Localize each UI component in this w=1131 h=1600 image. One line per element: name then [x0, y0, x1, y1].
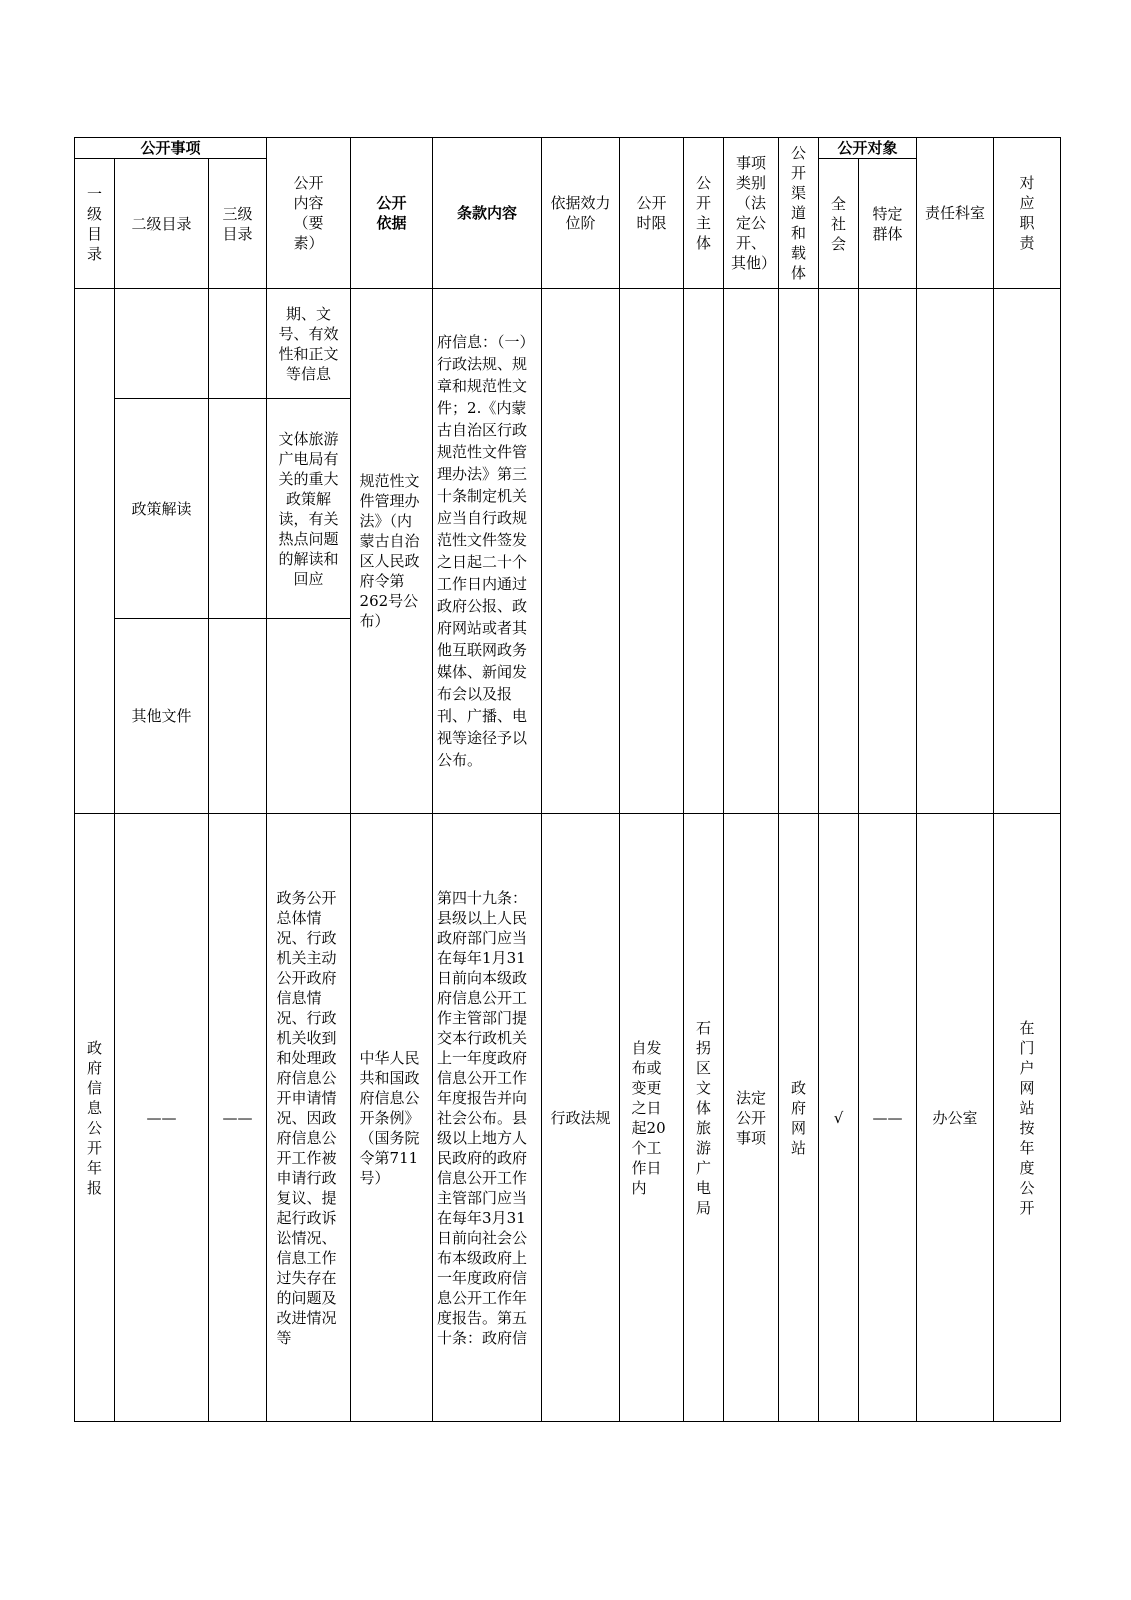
level3-cell: [209, 289, 267, 399]
content-cell: 文体旅游广电局有关的重大政策解读，有关热点问题的解读和回应: [267, 399, 351, 619]
channel-cell: [779, 289, 819, 814]
level2-cell-policy-interpretation: 政策解读: [115, 399, 209, 619]
level2-cell-other-documents: 其他文件: [115, 619, 209, 814]
clause-cell: 第四十九条：县级以上人民政府部门应当在每年1月31日前向本级政府信息公开工作主管部门提交本行政机关上一年度政府信息公开工作年度报告并向社会公布。县级以上地方人民政府的政府信息公开工作主管部门应当在每年3月31日前向社会公布本级政府上一年度政府信息公开工作年度报告。第五十条：政府信: [433, 814, 542, 1422]
time-limit-cell: [620, 289, 684, 814]
clause-cell: 府信息：（一）行政法规、规章和规范性文件；2.《内蒙古自治区行政规范性文件管理办法》第三十条制定机关应当自行政规范性文件签发之日起二十个工作日内通过政府公报、政府网站或者其他互联网政务媒体、新闻发布会以及报刊、广播、电视等途径予以公布。: [433, 289, 542, 814]
header-channel: 公开渠道和载体: [779, 138, 819, 289]
header-duty: 对应职责: [994, 138, 1061, 289]
subject-cell: 石拐区文体旅游广电局: [684, 814, 724, 1422]
validity-cell: [542, 289, 620, 814]
header-validity: 依据效力位阶: [542, 138, 620, 289]
specific-cell: ——: [859, 814, 917, 1422]
category-cell: 法定公开事项: [724, 814, 779, 1422]
content-cell: 期、文号、有效性和正文等信息: [267, 289, 351, 399]
header-basis: 公开依据: [351, 138, 433, 289]
header-public-matter: 公开事项: [75, 138, 267, 159]
subject-cell: [684, 289, 724, 814]
header-public: 全社会: [819, 159, 859, 289]
level3-cell: [209, 619, 267, 814]
office-cell: [917, 289, 994, 814]
header-category: 事项类别（法定公开、其他）: [724, 138, 779, 289]
time-limit-cell: 自发布或变更之日起20个工作日内: [620, 814, 684, 1422]
content-cell: 政务公开总体情况、行政机关主动公开政府信息情况、行政机关收到和处理政府信息公开申请情况、因政府信息公开工作被申请行政复议、提起行政诉讼情况、信息工作过失存在的问题及改进情况等: [267, 814, 351, 1422]
basis-cell: 规范性文件管理办法》（内蒙古自治区人民政府令第262号公布）: [351, 289, 433, 814]
level2-cell-continued: [115, 289, 209, 399]
header-office: 责任科室: [917, 138, 994, 289]
specific-cell: [859, 289, 917, 814]
header-public-target: 公开对象: [819, 138, 917, 159]
public-cell: √: [819, 814, 859, 1422]
duty-cell: 在门户网站按年度公开: [994, 814, 1061, 1422]
header-level1: 一级目录: [75, 159, 115, 289]
level2-cell: ——: [115, 814, 209, 1422]
header-subject: 公开主体: [684, 138, 724, 289]
header-level2: 二级目录: [115, 159, 209, 289]
validity-cell: 行政法规: [542, 814, 620, 1422]
level1-cell-continued: [75, 289, 115, 814]
header-content: 公开内容（要素）: [267, 138, 351, 289]
duty-cell: [994, 289, 1061, 814]
header-clause: 条款内容: [433, 138, 542, 289]
channel-cell: 政府网站: [779, 814, 819, 1422]
level3-cell: [209, 399, 267, 619]
header-time-limit: 公开时限: [620, 138, 684, 289]
public-cell: [819, 289, 859, 814]
disclosure-table: [74, 137, 1061, 1422]
level1-cell-annual-report: 政府信息公开年报: [75, 814, 115, 1422]
level3-cell: ——: [209, 814, 267, 1422]
header-specific: 特定群体: [859, 159, 917, 289]
content-cell: [267, 619, 351, 814]
office-cell: 办公室: [917, 814, 994, 1422]
category-cell: [724, 289, 779, 814]
header-level3: 三级目录: [209, 159, 267, 289]
basis-cell: 中华人民共和国政府信息公开条例》（国务院令第711号）: [351, 814, 433, 1422]
